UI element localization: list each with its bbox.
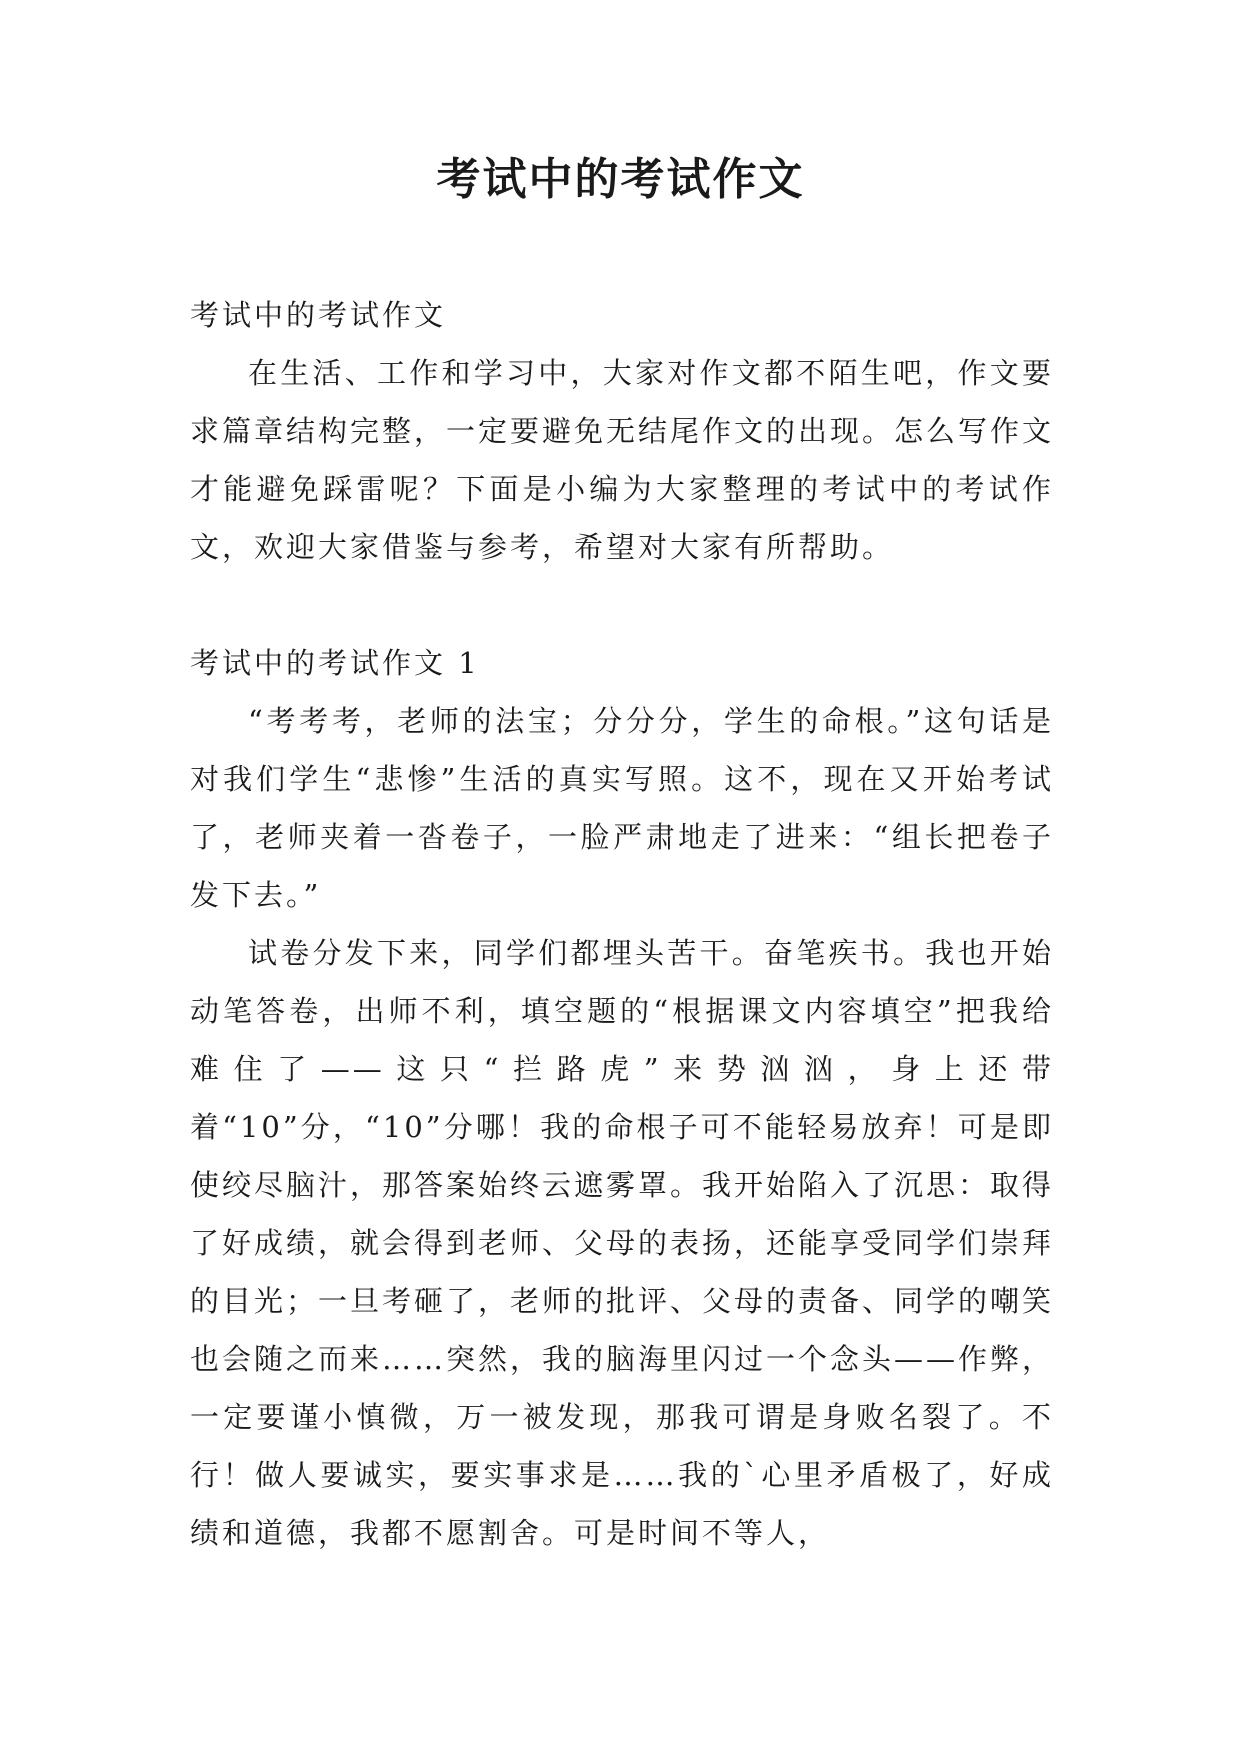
essay-paragraph: “考考考，老师的法宝；分分分，学生的命根。”这句话是对我们学生“悲惨”生活的真实写照。这不，现在又开始考试了，老师夹着一沓卷子，一脸严肃地走了进来：“组长把卷子发下去。” — [190, 704, 1054, 912]
essay-paragraph: 试卷分发下来，同学们都埋头苦干。奋笔疾书。我也开始动笔答卷，出师不利，填空题的“根据课文内容填空”把我给难住了——这只“拦路虎”来势汹汹，身上还带着“10”分，“10”分哪！我的命根子可不能轻易放弃！可是即使绞尽脑汁，那答案始终云遮雾罩。我开始陷入了沉思：取得了好成绩，就会得到老师、父母的表扬，还能享受同学们崇拜的目光；一旦考砸了，老师的批评、父母的责备、同学的嘲笑也会随之而来……突然，我的脑海里闪过一个念头——作弊，一定要谨小慎微，万一被发现，那我可谓是身败名裂了。不行！做人要诚实，要实事求是……我的`心里矛盾极了，好成绩和道德，我都不愿割舍。可是时间不等人， — [190, 936, 1055, 1550]
essay-heading: 考试中的考试作文 1 — [190, 646, 480, 680]
section-spacer — [190, 576, 1054, 634]
intro-paragraph: 在生活、工作和学习中，大家对作文都不陌生吧，作文要求篇章结构完整，一定要避免无结尾作文的出现。怎么写作文才能避免踩雷呢？下面是小编为大家整理的考试中的考试作文，欢迎大家借鉴与参考，希望对大家有所帮助。 — [190, 356, 1055, 564]
document-title: 考试中的考试作文 — [436, 154, 805, 205]
document-body — [190, 286, 1054, 1562]
intro-heading: 考试中的考试作文 — [190, 298, 447, 332]
